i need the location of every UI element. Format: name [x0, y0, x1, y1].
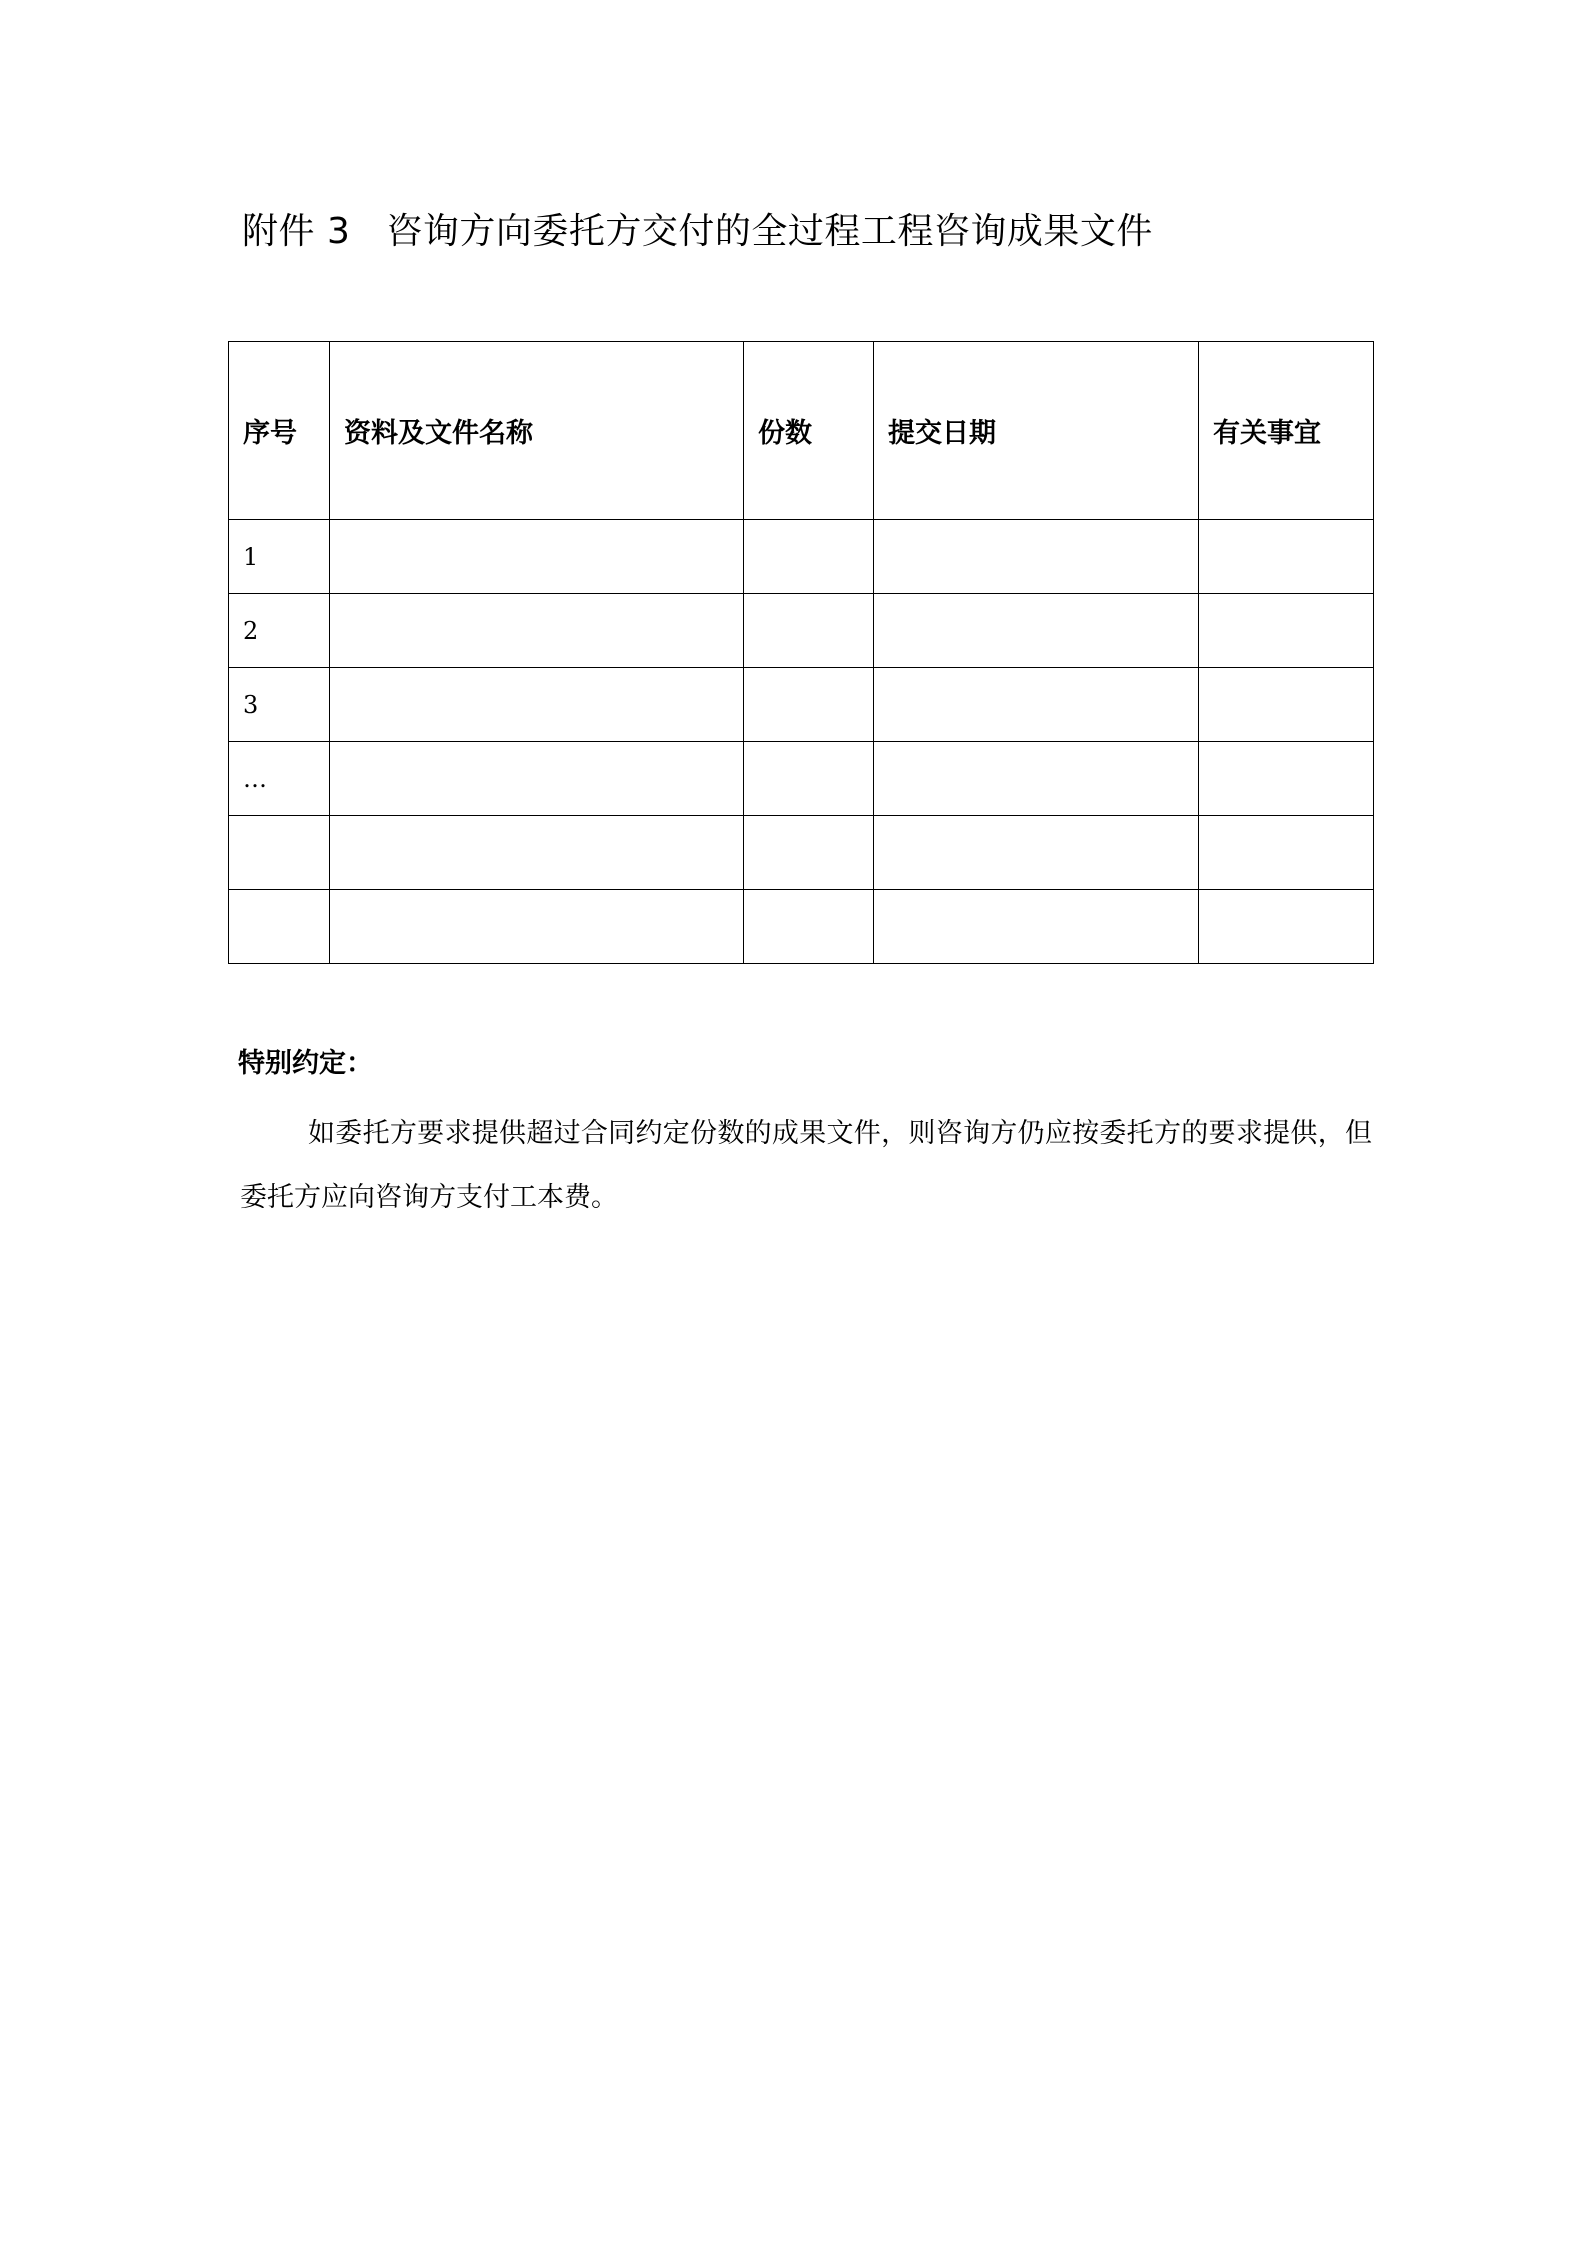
- special-agreement-heading: 特别约定：: [238, 1048, 373, 1079]
- table-row: [229, 816, 1374, 890]
- cell-related-matters: [1199, 520, 1374, 594]
- cell-submission-date: [874, 816, 1199, 890]
- table-header-row: [229, 342, 1374, 520]
- deliverables-table: [228, 341, 1374, 964]
- attachment-title: 咨询方向委托方交付的全过程工程咨询成果文件: [386, 211, 1153, 252]
- table-row: [229, 668, 1374, 742]
- cell-document-name: [330, 742, 744, 816]
- cell-copies: [744, 594, 874, 668]
- cell-serial-number: [229, 816, 330, 890]
- cell-related-matters: [1199, 594, 1374, 668]
- cell-copies: [744, 890, 874, 964]
- cell-related-matters: [1199, 668, 1374, 742]
- special-agreement-text: 如委托方要求提供超过合同约定份数的成果文件，则咨询方仍应按委托方的要求提供，但委托方应向咨询方支付工本费。: [240, 1118, 1372, 1213]
- cell-document-name: [330, 520, 744, 594]
- cell-related-matters: [1199, 890, 1374, 964]
- cell-related-matters: [1199, 742, 1374, 816]
- cell-submission-date: [874, 520, 1199, 594]
- table-row: [229, 890, 1374, 964]
- attachment-number: 附件 3: [242, 211, 351, 252]
- cell-copies: [744, 520, 874, 594]
- table-row: [229, 520, 1374, 594]
- cell-document-name: [330, 890, 744, 964]
- cell-submission-date: [874, 890, 1199, 964]
- cell-copies: [744, 668, 874, 742]
- cell-copies: [744, 742, 874, 816]
- cell-related-matters: [1199, 816, 1374, 890]
- header-document-name: 资料及文件名称: [330, 342, 744, 520]
- cell-copies: [744, 816, 874, 890]
- cell-serial-number: 2: [229, 594, 330, 668]
- cell-submission-date: [874, 742, 1199, 816]
- cell-serial-number: …: [229, 742, 330, 816]
- header-submission-date: 提交日期: [874, 342, 1199, 520]
- cell-submission-date: [874, 594, 1199, 668]
- header-related-matters: 有关事宜: [1199, 342, 1374, 520]
- page-title: [242, 208, 1153, 256]
- table-row: [229, 594, 1374, 668]
- table-row: [229, 742, 1374, 816]
- cell-document-name: [330, 668, 744, 742]
- header-serial-number: 序号: [229, 342, 330, 520]
- cell-document-name: [330, 594, 744, 668]
- header-copies: 份数: [744, 342, 874, 520]
- cell-serial-number: 1: [229, 520, 330, 594]
- cell-document-name: [330, 816, 744, 890]
- cell-serial-number: [229, 890, 330, 964]
- cell-serial-number: 3: [229, 668, 330, 742]
- cell-submission-date: [874, 668, 1199, 742]
